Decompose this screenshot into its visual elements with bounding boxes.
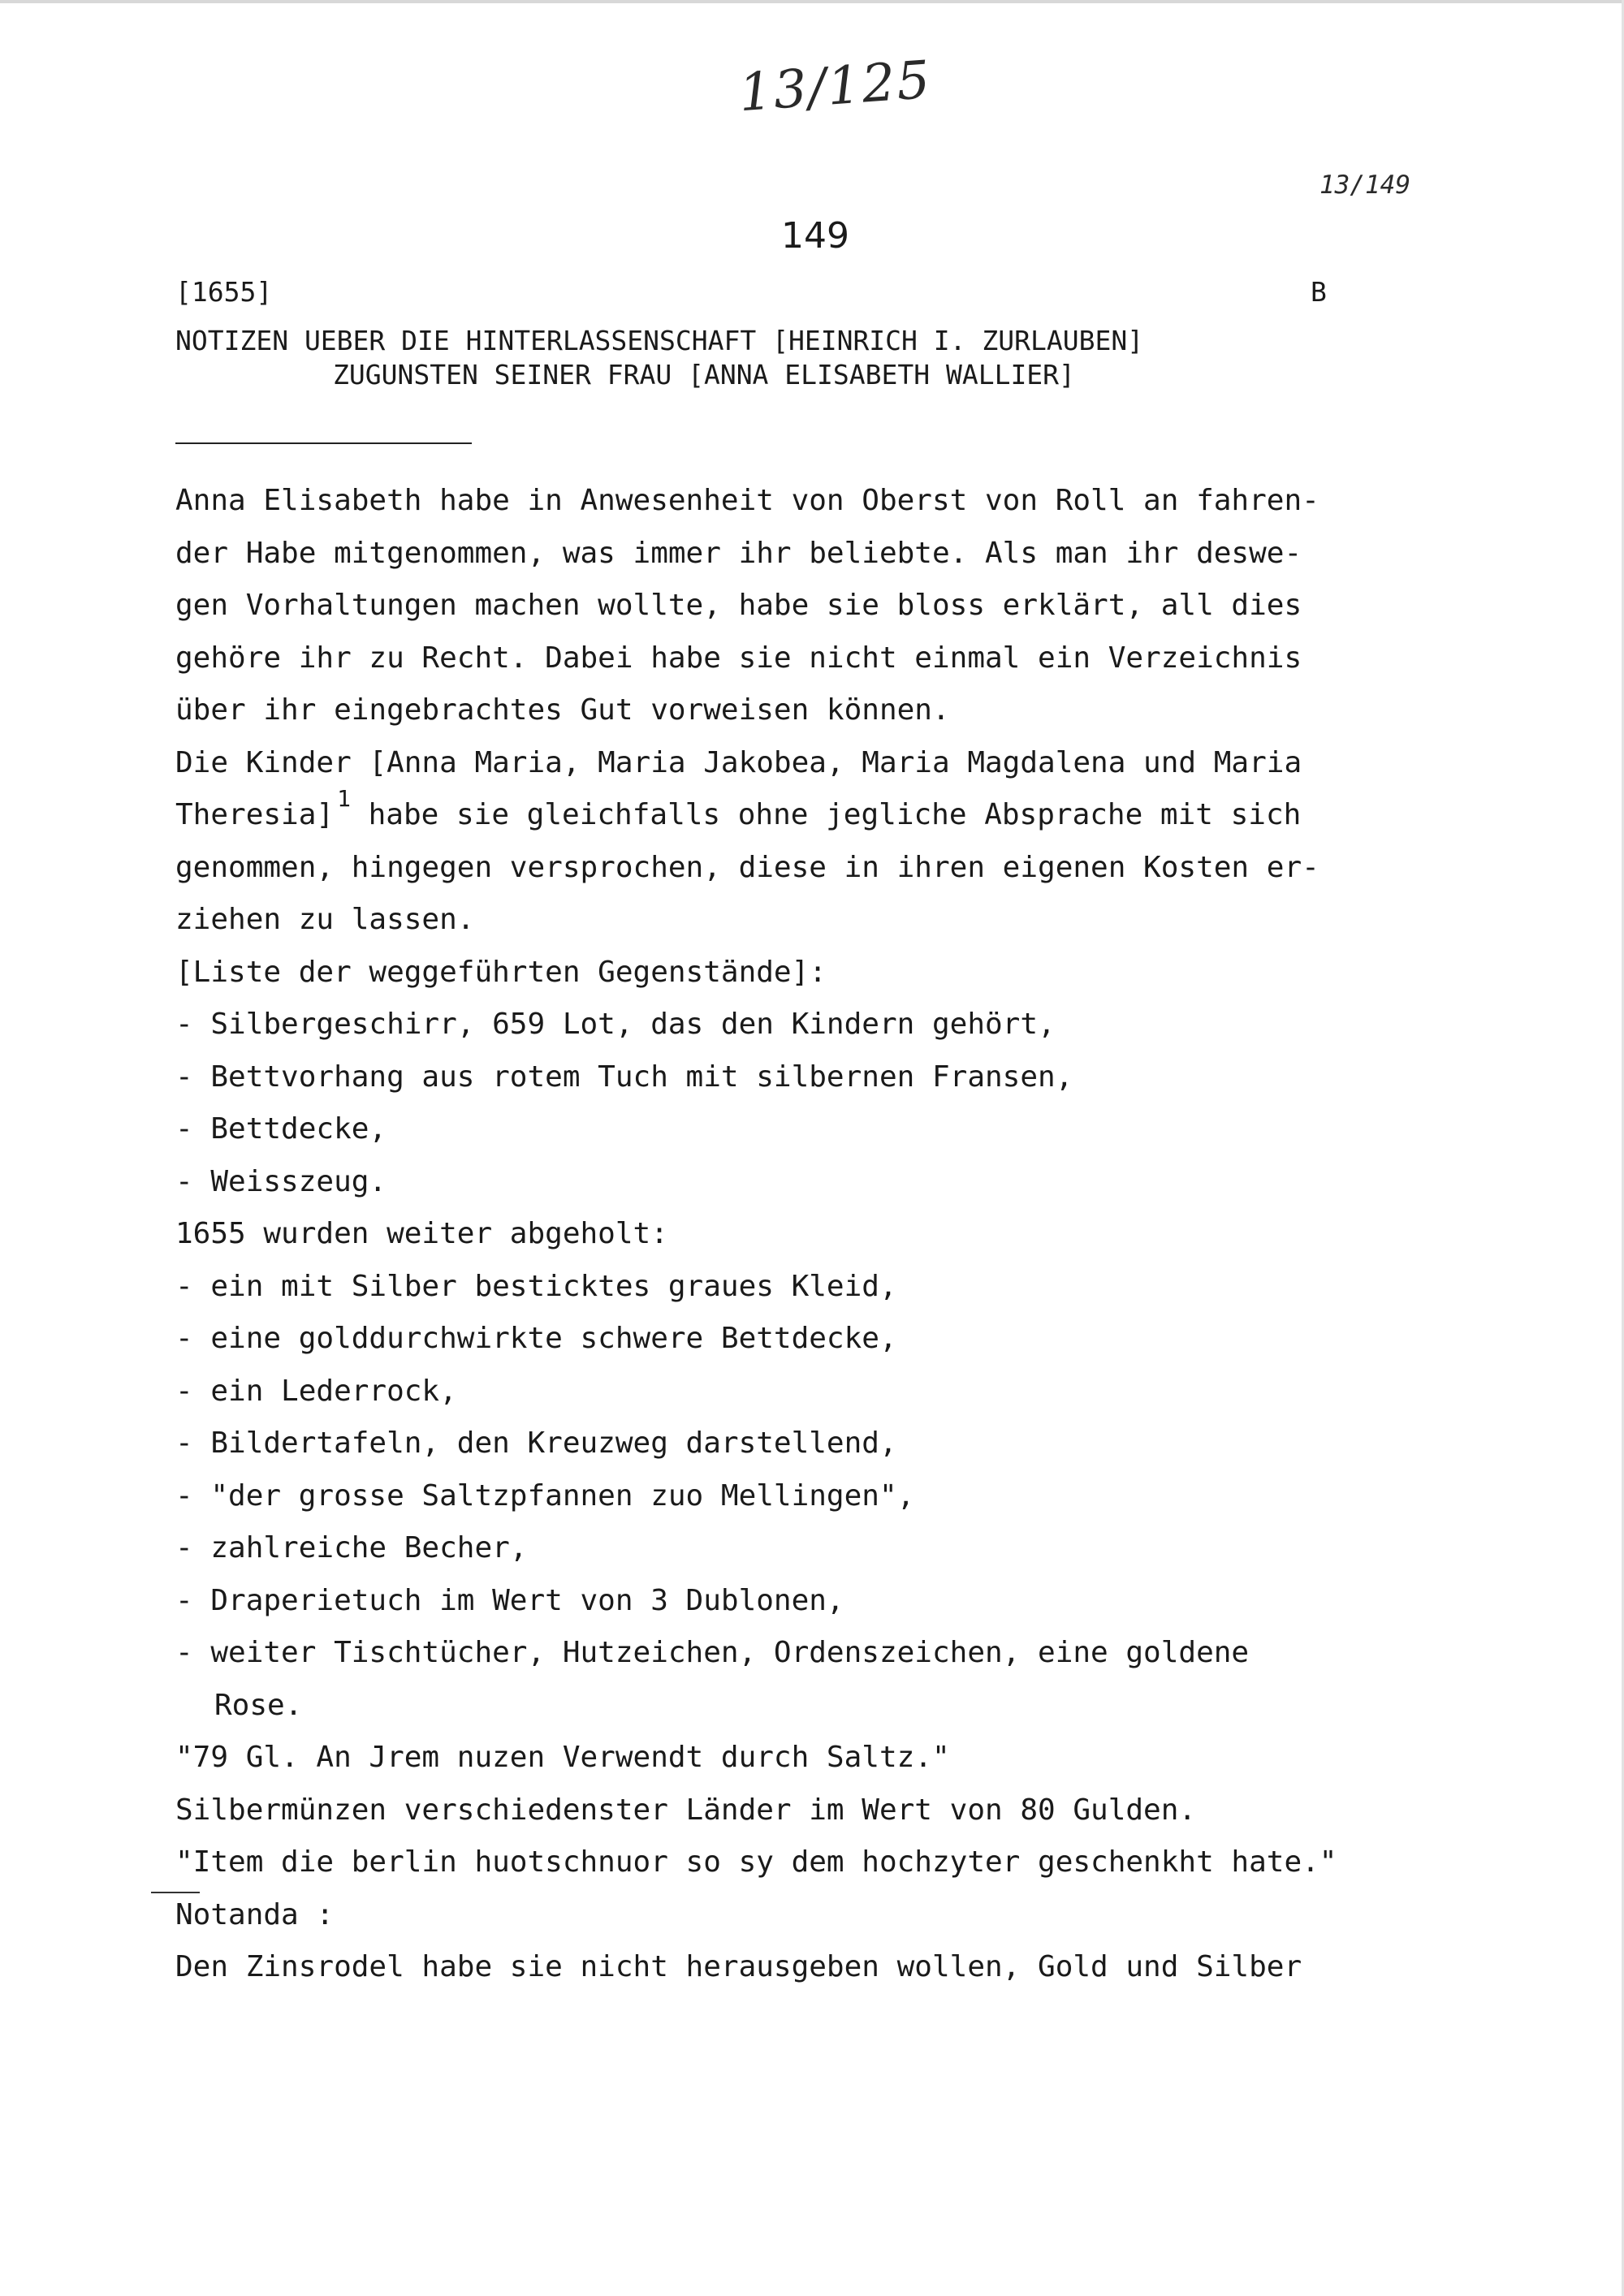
text-line-with-footnote: [175, 785, 1475, 842]
title-line-2: ZUGUNSTEN SEINER FRAU [ANNA ELISABETH WALLIER]: [333, 359, 1075, 391]
text-line: Die Kinder [Anna Maria, Maria Jakobea, Maria Magdalena und Maria: [175, 745, 1302, 779]
footnote-marker: 1: [337, 785, 351, 812]
title-separator: [175, 442, 472, 444]
text-line: genommen, hingegen versprochen, diese in ihren eigenen Kosten er-: [175, 850, 1320, 884]
list-item-continuation: Rose.: [214, 1688, 303, 1722]
list-item: - zahlreiche Becher,: [175, 1531, 528, 1564]
list-item: - Bildertafeln, den Kreuzweg darstellend,: [175, 1426, 897, 1460]
document-date: [1655]: [175, 276, 273, 308]
text-line: der Habe mitgenommen, was immer ihr beliebte. Als man ihr deswe-: [175, 536, 1302, 570]
text-line: gehöre ihr zu Recht. Dabei habe sie nicht einmal ein Verzeichnis: [175, 641, 1302, 675]
list-heading: [Liste der weggeführten Gegenstände]:: [175, 955, 827, 989]
archive-reference: 13/149: [1320, 170, 1410, 200]
text-line: über ihr eingebrachtes Gut vorweisen können.: [175, 693, 950, 727]
text-line: Anna Elisabeth habe in Anwesenheit von Oberst von Roll an fahren-: [175, 484, 1320, 517]
quote-line: "Item die berlin huotschnuor so sy dem hochzyter geschenkht hate.": [175, 1845, 1337, 1879]
list-item: - ein mit Silber besticktes graues Kleid,: [175, 1269, 897, 1303]
page-number: 149: [781, 215, 849, 257]
text-segment: Theresia]: [175, 798, 335, 831]
text-line: ziehen zu lassen.: [175, 903, 475, 936]
document-letter: B: [1311, 276, 1327, 308]
notanda-heading: Notanda :: [175, 1897, 335, 1931]
text-line: Silbermünzen verschiedenster Länder im Wert von 80 Gulden.: [175, 1793, 1197, 1827]
notanda-strike-mark: [151, 1892, 200, 1893]
list-item: - Silbergeschirr, 659 Lot, das den Kindern gehört,: [175, 1008, 1056, 1041]
list-item: - eine golddurchwirkte schwere Bettdecke,: [175, 1322, 897, 1355]
list-item: - "der grosse Saltzpfannen zuo Mellingen",: [175, 1478, 915, 1513]
list-heading: 1655 wurden weiter abgeholt:: [175, 1217, 668, 1250]
list-item: - Bettdecke,: [175, 1112, 387, 1146]
list-item: - Weisszeug.: [175, 1164, 387, 1198]
text-line: Den Zinsrodel habe sie nicht herausgeben wollen, Gold und Silber: [175, 1950, 1302, 1983]
list-item: - Draperietuch im Wert von 3 Dublonen,: [175, 1583, 844, 1617]
title-line-1: NOTIZEN UEBER DIE HINTERLASSENSCHAFT [HEINRICH I. ZURLAUBEN]: [175, 325, 1144, 356]
list-item: - ein Lederrock,: [175, 1374, 457, 1408]
quote-line: "79 Gl. An Jrem nuzen Verwendt durch Saltz.": [175, 1741, 950, 1774]
handwritten-number: 13/125: [736, 50, 934, 124]
list-item: - Bettvorhang aus rotem Tuch mit silbernen Fransen,: [175, 1060, 1073, 1094]
text-line: gen Vorhaltungen machen wollte, habe sie bloss erklärt, all dies: [175, 589, 1302, 622]
scan-edge-top: [0, 0, 1624, 3]
text-segment: habe sie gleichfalls ohne jegliche Absprache mit sich: [350, 798, 1302, 831]
body-text: [175, 475, 1475, 1994]
list-item: - weiter Tischtücher, Hutzeichen, Ordenszeichen, eine goldene: [175, 1636, 1250, 1669]
